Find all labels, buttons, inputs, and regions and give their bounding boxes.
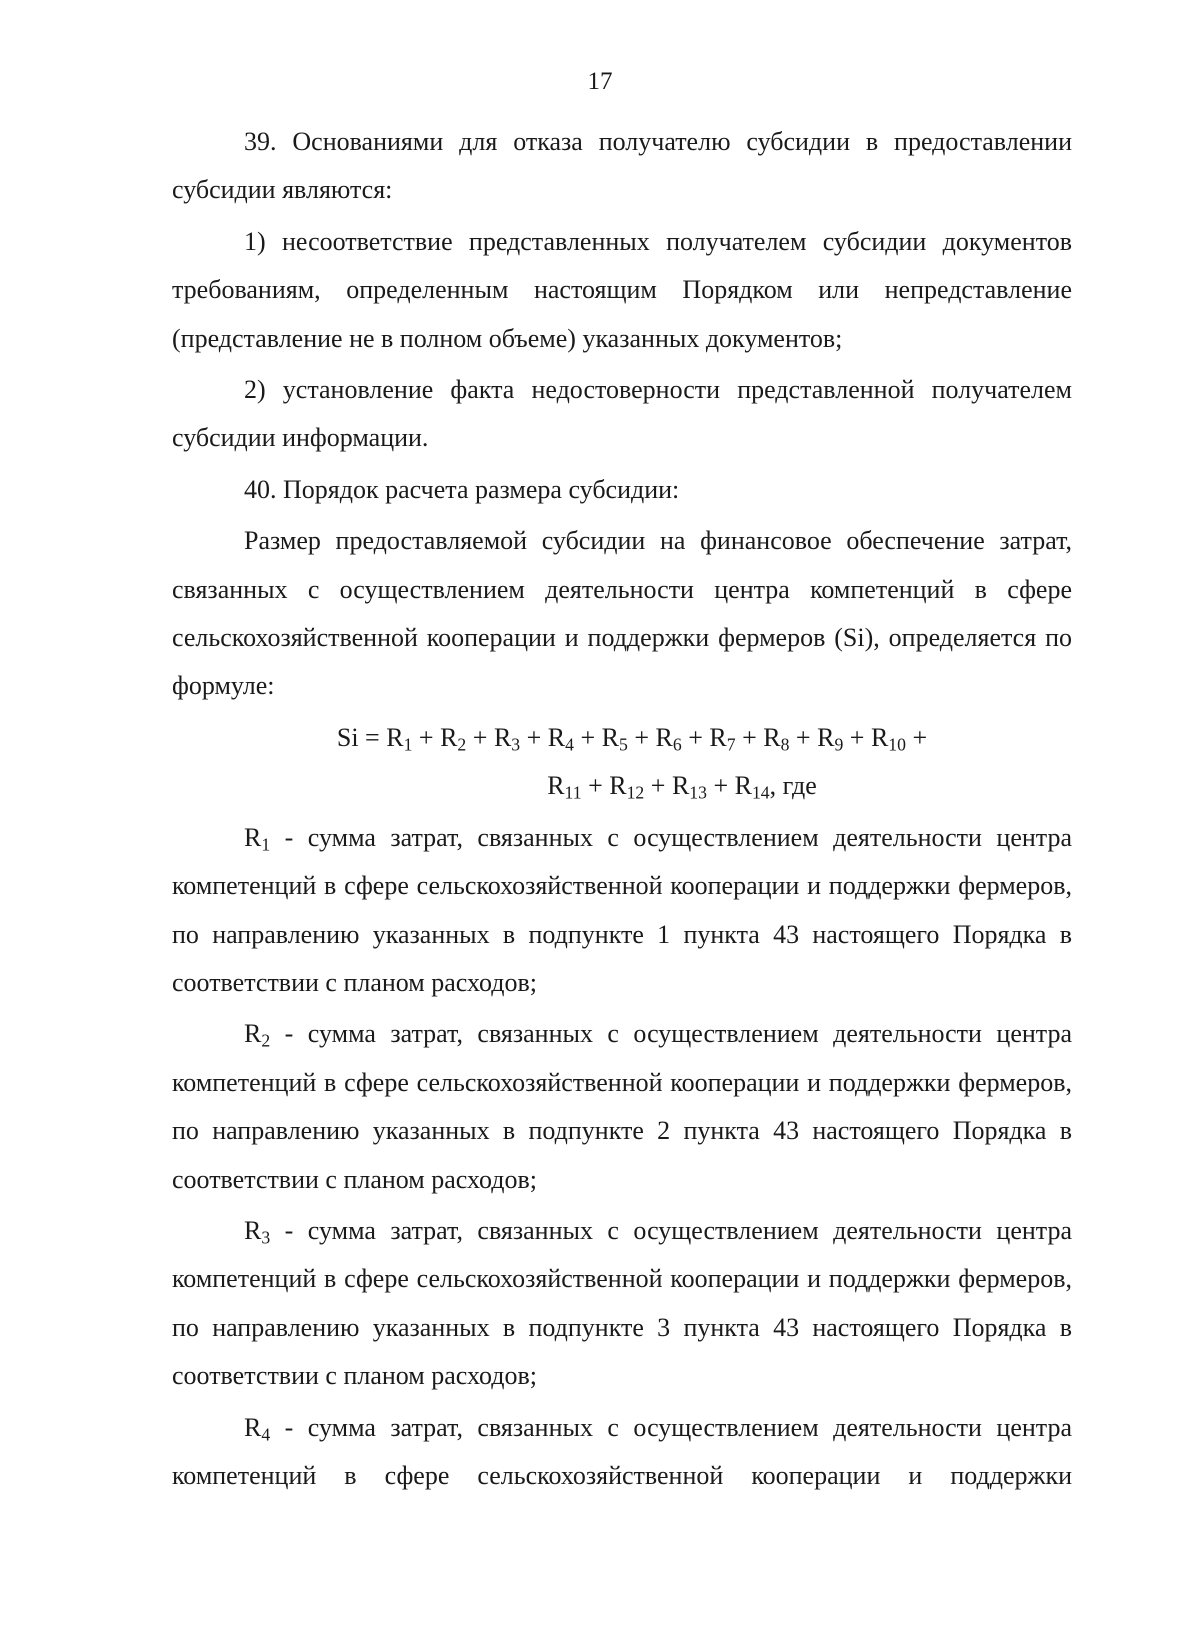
formula-term-r6: $R_6$ bbox=[655, 722, 682, 755]
formula-line2-suffix: , где bbox=[769, 771, 817, 801]
list-item-2: 2) установление факта недостоверности представленной получателем субсидии информации. bbox=[172, 375, 1072, 453]
formula-term-index: 7 bbox=[726, 734, 736, 755]
formula-plus: + bbox=[466, 722, 494, 752]
definition-index: 4 bbox=[261, 1423, 271, 1444]
formula-term-r9: $R_9$ bbox=[817, 722, 844, 755]
document-body bbox=[172, 118, 1072, 1503]
formula-plus: + bbox=[644, 771, 672, 801]
list-item-1: 1) несоответствие представленных получателем субсидии документов требованиям, определенным настоящим Порядком или непредставление (представление не в полном объеме) указанных документов; bbox=[172, 226, 1072, 353]
formula-plus: + bbox=[735, 722, 764, 752]
formula-term-r14: $R_{14}$ bbox=[734, 771, 770, 803]
formula-term-index: 12 bbox=[626, 782, 645, 803]
formula-prefix: Si = bbox=[336, 722, 387, 752]
formula-line-2 bbox=[172, 762, 1072, 810]
definition-symbol: R bbox=[244, 1019, 262, 1049]
definition-index: 1 bbox=[261, 834, 271, 855]
formula-term-index: 13 bbox=[689, 782, 707, 803]
formula-terms-2 bbox=[547, 771, 770, 803]
formula-plus: + bbox=[573, 722, 602, 752]
definition-symbol: R bbox=[244, 1215, 262, 1245]
definition-text: - сумма затрат, связанных с осуществлением деятельности центра компетенций в сфере сельскохозяйственной кооперации и поддержки bbox=[172, 1412, 1072, 1490]
formula-plus: + bbox=[843, 722, 871, 752]
formula-term-index: 2 bbox=[457, 734, 467, 755]
definition-symbol: R bbox=[244, 1412, 262, 1442]
definition-r1 bbox=[172, 814, 1072, 1008]
formula-line1-suffix: + bbox=[905, 722, 928, 752]
formula-term-r3: $R_3$ bbox=[493, 722, 521, 755]
formula-plus: + bbox=[706, 771, 735, 801]
formula-term-index: 8 bbox=[780, 734, 790, 755]
formula-plus: + bbox=[520, 722, 548, 752]
formula-term-r8: $R_8$ bbox=[763, 722, 790, 755]
formula-term-index: 10 bbox=[888, 734, 906, 755]
formula-term-r12: $R_{12}$ bbox=[609, 771, 645, 803]
definition-symbol: R bbox=[244, 822, 262, 852]
formula-line-1 bbox=[172, 714, 1072, 762]
formula-term-index: 14 bbox=[751, 782, 770, 803]
formula-plus: + bbox=[412, 722, 441, 752]
definition-index: 2 bbox=[261, 1030, 271, 1051]
paragraph-40: 40. Порядок расчета размера субсидии: bbox=[244, 474, 680, 504]
definition-text: - сумма затрат, связанных с осуществлением деятельности центра компетенций в сфере сельскохозяйственной кооперации и поддержки фермеров, по направлению указанных в подпункте 2 пункта 43 настоящего Порядка в соответствии с планом расходов; bbox=[172, 1019, 1072, 1194]
formula-terms-1 bbox=[386, 722, 906, 755]
formula-term-index: 5 bbox=[619, 734, 628, 755]
formula-term-r10: $R_{10}$ bbox=[870, 722, 906, 755]
formula-term-r4: $R_4$ bbox=[547, 722, 574, 755]
definition-r2 bbox=[172, 1010, 1072, 1204]
formula-term-index: 1 bbox=[403, 734, 413, 755]
formula-term-r13: $R_{13}$ bbox=[671, 771, 707, 803]
paragraph-39: 39. Основаниями для отказа получателю субсидии в предоставлении субсидии являются: bbox=[172, 127, 1072, 205]
page-number: 17 bbox=[587, 68, 613, 95]
formula-term-index: 11 bbox=[564, 782, 582, 803]
formula-term-index: 6 bbox=[672, 734, 682, 755]
formula-plus: + bbox=[581, 771, 610, 801]
formula-term-r1: $R_1$ bbox=[386, 722, 413, 755]
formula-plus: + bbox=[789, 722, 818, 752]
definition-text: - сумма затрат, связанных с осуществлением деятельности центра компетенций в сфере сельскохозяйственной кооперации и поддержки фермеров, по направлению указанных в подпункте 3 пункта 43 настоящего Порядка в соответствии с планом расходов; bbox=[172, 1215, 1072, 1391]
formula-plus: + bbox=[627, 722, 656, 752]
formula-term-r5: $R_5$ bbox=[601, 722, 628, 755]
definition-index: 3 bbox=[261, 1227, 271, 1248]
formula-term-r7: $R_7$ bbox=[709, 722, 736, 755]
subsidy-size-paragraph: Размер предоставляемой субсидии на финансовое обеспечение затрат, связанных с осуществлением деятельности центра компетенций в сфере сельскохозяйственной кооперации и поддержки фермеров (Si), определяется по формуле: bbox=[172, 526, 1072, 701]
definition-r3 bbox=[172, 1207, 1072, 1401]
formula-term-r11: $R_{11}$ bbox=[547, 771, 582, 803]
formula-term-index: 9 bbox=[834, 734, 844, 755]
definition-r4 bbox=[172, 1404, 1072, 1501]
formula-plus: + bbox=[681, 722, 710, 752]
formula-term-index: 4 bbox=[565, 734, 574, 755]
definition-text: - сумма затрат, связанных с осуществлением деятельности центра компетенций в сфере сельскохозяйственной кооперации и поддержки фермеров, по направлению указанных в подпункте 1 пункта 43 настоящего Порядка в соответствии с планом расходов; bbox=[172, 822, 1072, 997]
formula-term-index: 3 bbox=[511, 734, 521, 755]
formula-term-r2: $R_2$ bbox=[440, 722, 467, 755]
